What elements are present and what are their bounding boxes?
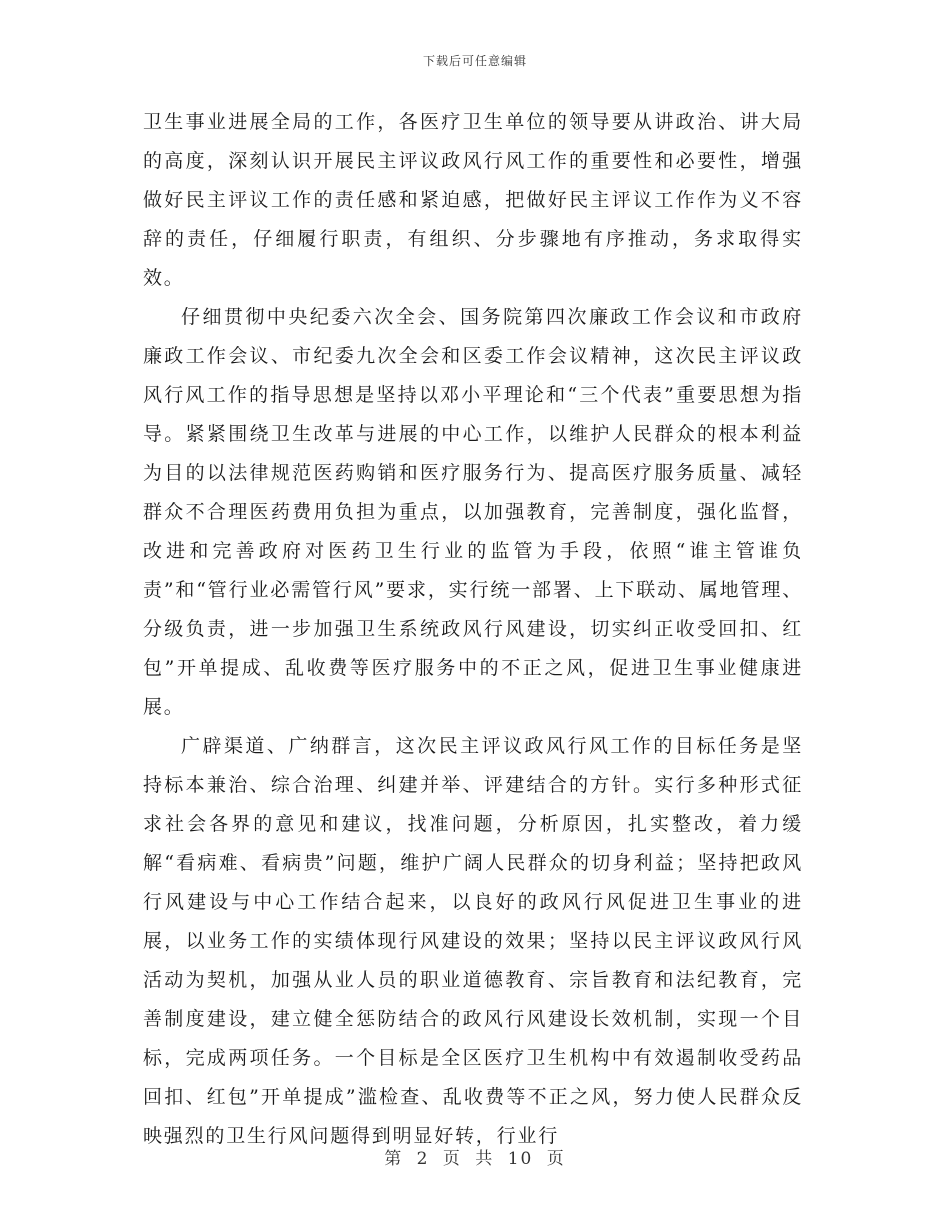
- page-header: 下载后可任意编辑: [422, 54, 527, 68]
- paragraph-3: 广辟渠道、广纳群言，这次民主评议政风行风工作的目标任务是坚持标本兼治、综合治理、纠建并举、评建结合的方针。实行多种形式征求社会各界的意见和建议，找准问题，分析原因，扎实整改，着力缓解“看病难、看病贵”问题，维护广阔人民群众的切身利益；坚持把政风行风建设与中心工作结合起来，以良好的政风行风促进卫生事业的进展，以业务工作的实绩体现行风建设的效果；坚持以民主评议政风行风活动为契机，加强从业人员的职业道德教育、宗旨教育和法纪教育，完善制度建设，建立健全惩防结合的政风行风建设长效机制，实现一个目标，完成两项任务。一个目标是全区医疗卫生机构中有效遏制收受药品回扣、红包”开单提成”滥检查、乱收费等不正之风，努力使人民群众反映强烈的卫生行风问题得到明显好转，行业行: [143, 735, 803, 1147]
- document-body: [143, 103, 803, 1156]
- paragraph-1: 卫生事业进展全局的工作，各医疗卫生单位的领导要从讲政治、讲大局的高度，深刻认识开展民主评议政风行风工作的重要性和必要性，增强做好民主评议工作的责任感和紧迫感，把做好民主评议工作作为义不容辞的责任，仔细履行职责，有组织、分步骤地有序推动，务求取得实效。: [143, 111, 803, 289]
- page-number-footer: 第 2 页 共 10 页: [384, 1149, 566, 1169]
- paragraph-2: 仔细贯彻中央纪委六次全会、国务院第四次廉政工作会议和市政府廉政工作会议、市纪委九次全会和区委工作会议精神，这次民主评议政风行风工作的指导思想是坚持以邓小平理论和“三个代表”重要思想为指导。紧紧围绕卫生改革与进展的中心工作，以维护人民群众的根本利益为目的以法律规范医药购销和医疗服务行为、提高医疗服务质量、减轻群众不合理医药费用负担为重点，以加强教育，完善制度，强化监督，改进和完善政府对医药卫生行业的监管为手段，依照“谁主管谁负责”和“管行业必需管行风”要求，实行统一部署、上下联动、属地管理、分级负责，进一步加强卫生系统政风行风建设，切实纠正收受回扣、红包”开单提成、乱收费等医疗服务中的不正之风，促进卫生事业健康进展。: [143, 306, 803, 718]
